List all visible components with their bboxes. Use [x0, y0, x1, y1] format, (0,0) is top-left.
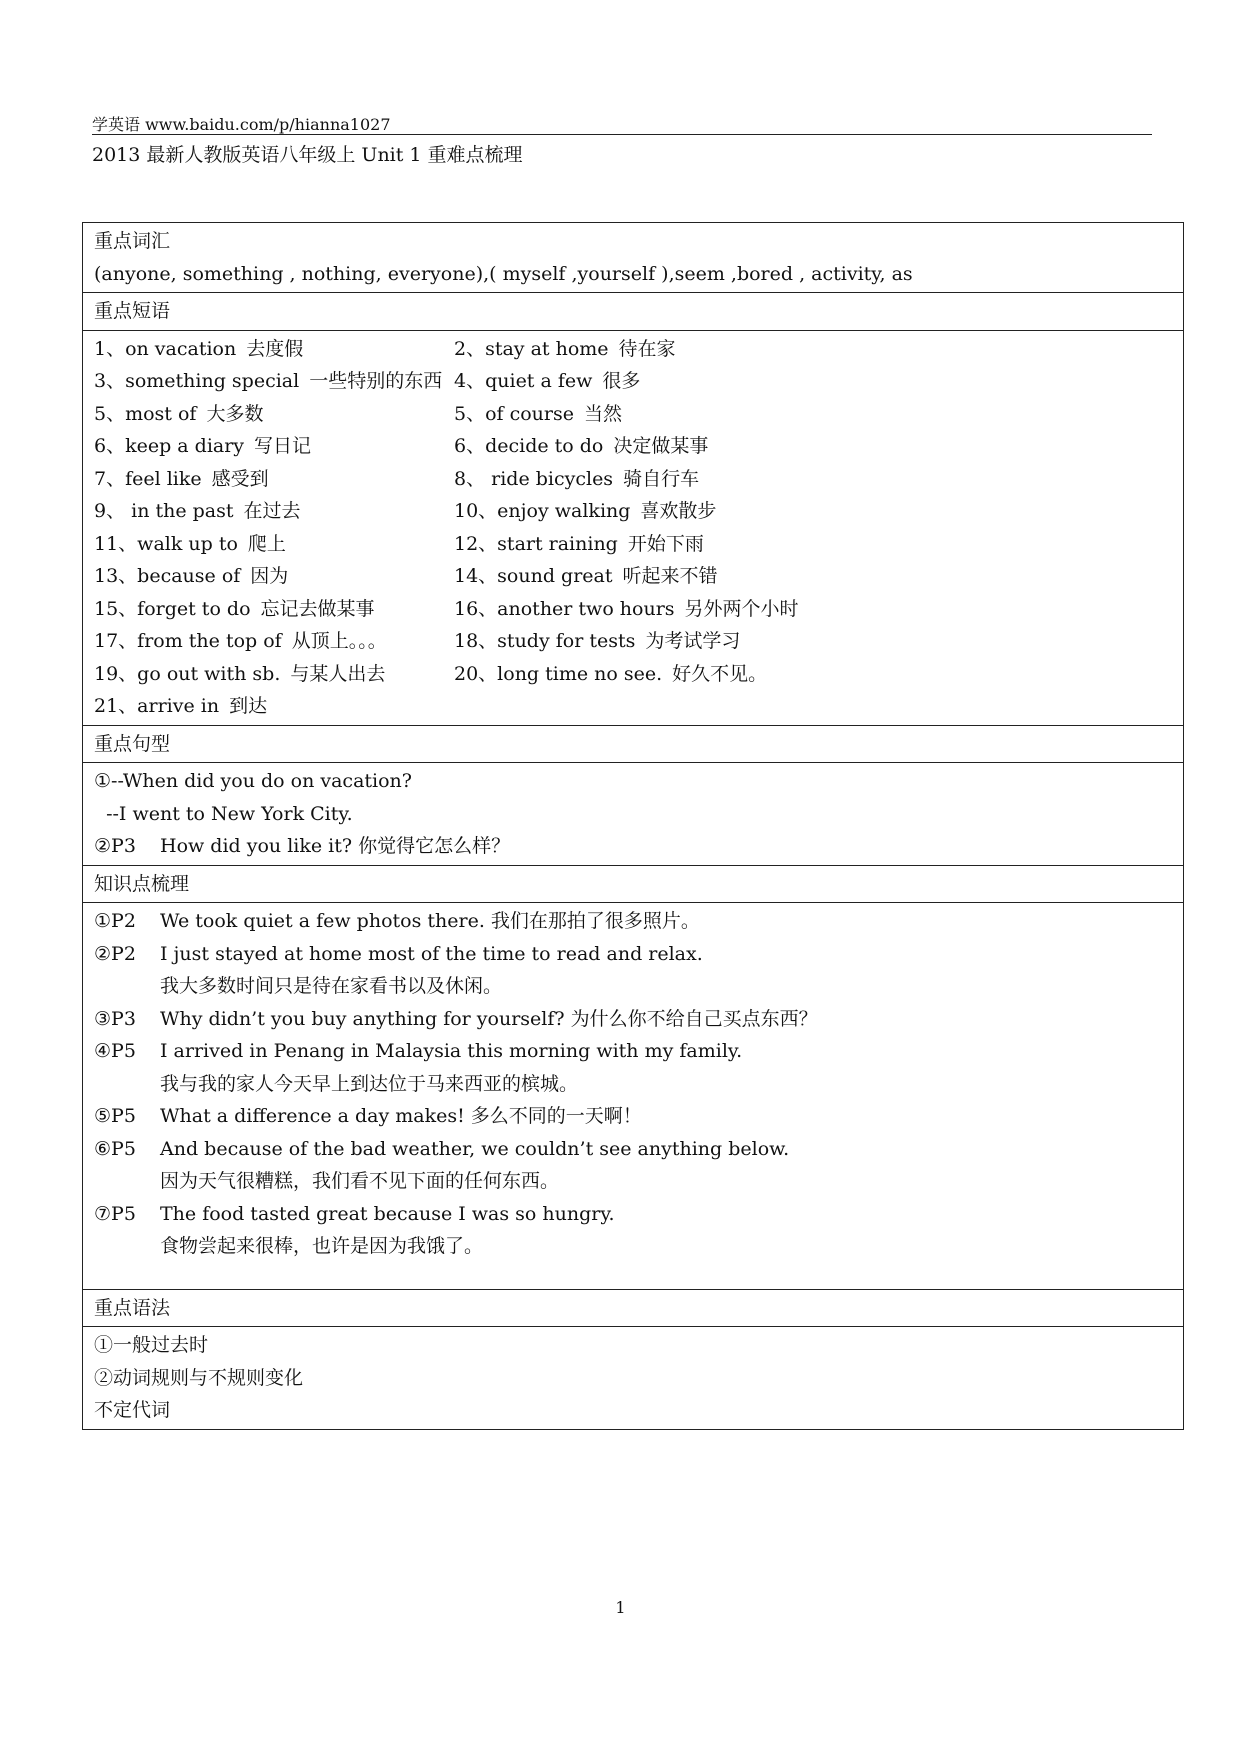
phrase-cn: 为考试学习	[645, 630, 741, 652]
header-divider	[92, 134, 1152, 135]
phrase-en: 8、 ride bicycles	[454, 467, 614, 490]
knowledge-marker	[94, 1165, 160, 1198]
phrase-cn: 一些特别的东西	[309, 370, 443, 392]
knowledge-heading: 知识点梳理	[83, 865, 1184, 903]
vocab-heading: 重点词汇	[94, 230, 171, 252]
vocab-cell	[83, 223, 1184, 293]
sentence-line	[94, 830, 1172, 863]
knowledge-list	[94, 905, 1172, 1263]
phrase-cn: 很多	[602, 370, 641, 392]
grammar-cell	[83, 1327, 1184, 1430]
phrase-item	[94, 658, 454, 691]
phrase-en: 5、of course	[454, 402, 574, 425]
knowledge-marker: ⑤P5	[94, 1105, 136, 1127]
knowledge-line	[94, 1003, 1172, 1036]
phrase-item	[454, 365, 1172, 398]
phrase-cn: 大多数	[206, 402, 264, 425]
knowledge-text: 食物尝起来很棒，也许是因为我饿了。	[160, 1235, 484, 1257]
knowledge-line	[94, 1100, 1172, 1133]
phrase-item	[454, 430, 1172, 463]
knowledge-text: I just stayed at home most of the time to read and relax.	[160, 942, 703, 965]
phrase-en: 6、keep a diary	[94, 435, 245, 457]
knowledge-line	[94, 1068, 1172, 1101]
knowledge-text: We took quiet a few photos there. 我们在那拍了很多照片。	[160, 910, 700, 932]
phrase-item	[454, 398, 1172, 431]
phrase-item	[94, 560, 454, 593]
knowledge-text: What a difference a day makes! 多么不同的一天啊！	[160, 1105, 642, 1127]
knowledge-text: And because of the bad weather, we couldn’t see anything below.	[160, 1137, 790, 1160]
phrase-cn: 听起来不错	[622, 565, 718, 587]
sentence-line: ①--When did you do on vacation?	[94, 770, 412, 792]
phrase-cn: 在过去	[243, 500, 301, 522]
grammar-item: ①一般过去时	[94, 1334, 209, 1356]
phrase-en: 9、 in the past	[94, 500, 234, 522]
phrase-item	[454, 625, 1172, 658]
phrase-cn: 当然	[584, 402, 623, 425]
phrase-cn: 决定做某事	[613, 435, 709, 457]
phrase-cn: 另外两个小时	[684, 597, 799, 620]
phrase-cn: 写日记	[254, 435, 312, 457]
phrase-cn: 喜欢散步	[640, 500, 717, 522]
phrase-en: 1、on vacation	[94, 337, 237, 360]
phrases-heading: 重点短语	[83, 293, 1184, 331]
phrases-grid	[94, 333, 1172, 723]
phrase-en: 20、long time no see.	[454, 662, 663, 685]
phrase-item	[454, 463, 1172, 496]
phrase-item	[94, 625, 454, 658]
phrase-cn: 忘记去做某事	[260, 597, 375, 620]
phrase-item	[454, 690, 1172, 723]
phrase-item	[94, 593, 454, 626]
knowledge-line	[94, 938, 1172, 971]
phrase-en: 16、another two hours	[454, 597, 675, 620]
knowledge-line	[94, 1165, 1172, 1198]
phrase-cn: 爬上	[247, 532, 286, 555]
knowledge-marker	[94, 1068, 160, 1101]
phrase-item	[94, 528, 454, 561]
phrase-item	[454, 658, 1172, 691]
phrase-item	[94, 333, 454, 366]
phrase-en: 19、go out with sb.	[94, 662, 281, 685]
phrase-en: 13、because of	[94, 565, 241, 587]
sentence-marker: ②P3	[94, 835, 136, 857]
notes-table	[82, 222, 1184, 1430]
knowledge-line	[94, 1198, 1172, 1231]
phrase-cn: 开始下雨	[627, 532, 704, 555]
phrase-item	[454, 528, 1172, 561]
phrase-cn: 从顶上。。。	[291, 630, 387, 652]
knowledge-line	[94, 1230, 1172, 1263]
phrase-item	[454, 593, 1172, 626]
phrase-en: 6、decide to do	[454, 435, 604, 457]
phrase-cn: 因为	[250, 565, 289, 587]
phrase-cn: 感受到	[211, 467, 269, 490]
page-number: 1	[615, 1598, 626, 1617]
phrase-item	[454, 560, 1172, 593]
knowledge-line	[94, 905, 1172, 938]
knowledge-line	[94, 970, 1172, 1003]
phrase-cn: 待在家	[618, 337, 676, 360]
phrase-cn: 骑自行车	[623, 467, 700, 490]
knowledge-line	[94, 1035, 1172, 1068]
knowledge-text: 因为天气很糟糕，我们看不见下面的任何东西。	[160, 1170, 560, 1192]
document-title: 2013 最新人教版英语八年级上 Unit 1 重难点梳理	[92, 144, 523, 166]
phrase-en: 18、study for tests	[454, 630, 636, 652]
knowledge-text: The food tasted great because I was so hungry.	[160, 1202, 615, 1225]
phrase-en: 17、from the top of	[94, 630, 282, 652]
vocab-text: (anyone, something , nothing, everyone),( myself ,yourself ),seem ,bored , activity, as	[94, 262, 913, 285]
grammar-item: ②动词规则与不规则变化	[94, 1366, 304, 1389]
phrase-cn: 去度假	[246, 337, 304, 360]
knowledge-cell	[83, 903, 1184, 1290]
phrase-item	[94, 495, 454, 528]
header-site: 学英语 www.baidu.com/p/hianna1027	[92, 115, 391, 134]
sentences-heading: 重点句型	[83, 725, 1184, 763]
phrase-en: 12、start raining	[454, 532, 618, 555]
phrase-item	[94, 365, 454, 398]
phrase-en: 7、feel like	[94, 467, 202, 490]
knowledge-marker: ③P3	[94, 1007, 136, 1030]
phrase-item	[94, 398, 454, 431]
phrase-en: 11、walk up to	[94, 532, 238, 555]
grammar-heading: 重点语法	[83, 1289, 1184, 1327]
knowledge-marker: ②P2	[94, 942, 136, 965]
knowledge-marker: ④P5	[94, 1040, 136, 1062]
phrase-cn: 与某人出去	[290, 662, 386, 685]
phrase-en: 5、most of	[94, 402, 197, 425]
phrase-cn: 好久不见。	[672, 662, 768, 685]
phrase-en: 21、arrive in	[94, 695, 220, 717]
phrase-en: 4、quiet a few	[454, 370, 593, 392]
sentences-cell	[83, 763, 1184, 866]
phrase-en: 10、enjoy walking	[454, 500, 631, 522]
phrase-en: 14、sound great	[454, 565, 613, 587]
phrase-en: 15、forget to do	[94, 597, 251, 620]
phrase-en: 2、stay at home	[454, 337, 609, 360]
knowledge-text: 我大多数时间只是待在家看书以及休闲。	[160, 975, 503, 997]
phrase-item	[94, 690, 454, 723]
knowledge-marker	[94, 970, 160, 1003]
knowledge-line	[94, 1133, 1172, 1166]
knowledge-text: Why didn’t you buy anything for yourself? 为什么你不给自己买点东西？	[160, 1007, 818, 1030]
phrase-item	[94, 463, 454, 496]
phrase-item	[454, 333, 1172, 366]
knowledge-marker	[94, 1230, 160, 1263]
knowledge-text: I arrived in Penang in Malaysia this morning with my family.	[160, 1040, 743, 1062]
knowledge-marker: ⑦P5	[94, 1202, 136, 1225]
phrase-item	[454, 495, 1172, 528]
grammar-item: 不定代词	[94, 1399, 171, 1421]
knowledge-marker: ⑥P5	[94, 1137, 136, 1160]
phrase-item	[94, 430, 454, 463]
phrases-cell	[83, 330, 1184, 725]
phrase-cn: 到达	[229, 695, 268, 717]
sentence-text: How did you like it? 你觉得它怎么样？	[160, 835, 511, 857]
phrase-en: 3、something special	[94, 370, 300, 392]
knowledge-marker: ①P2	[94, 910, 136, 932]
sentence-line: --I went to New York City.	[94, 802, 353, 825]
knowledge-text: 我与我的家人今天早上到达位于马来西亚的槟城。	[160, 1072, 579, 1095]
